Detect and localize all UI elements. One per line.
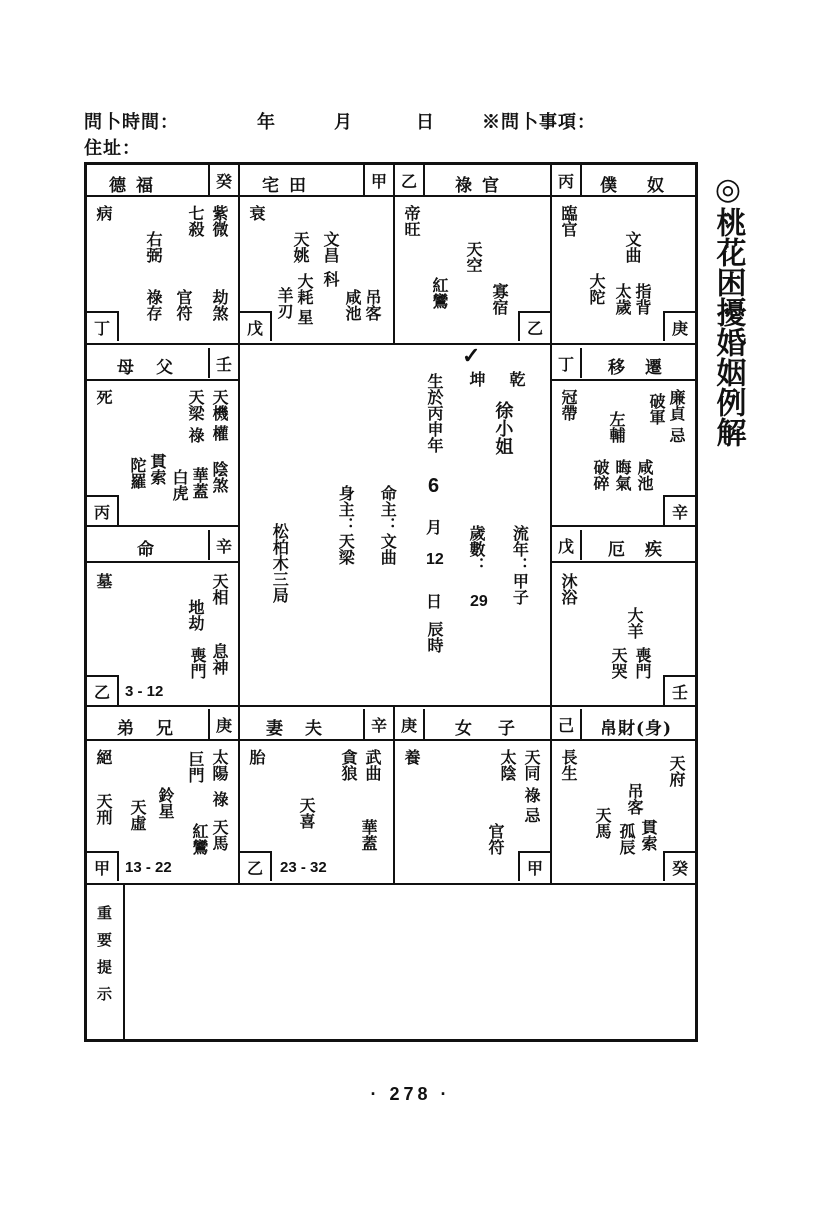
life-stage: 絕	[94, 749, 113, 765]
palace-punu	[552, 165, 695, 345]
minor-star: 天馬	[210, 819, 229, 851]
minor-star: 陀羅	[128, 457, 147, 489]
minor-star: 貫索	[148, 453, 167, 485]
decade-range: 23 - 32	[280, 859, 327, 876]
minor-star: 紅鸞	[190, 823, 209, 855]
shen-zhu: 身主：天梁	[336, 485, 356, 565]
palace-fuqi	[240, 707, 395, 885]
ask-time-label: 問卜時間：	[84, 112, 179, 133]
minor-star: 大耗	[295, 273, 314, 305]
main-star-2: 紫微	[210, 205, 229, 237]
minor-star: 白虎	[170, 469, 189, 501]
main-star-1: 天空	[464, 241, 483, 273]
main-star-1: 廉貞	[667, 389, 686, 421]
palace-xiongdi	[87, 707, 240, 885]
age-value: 29	[470, 593, 488, 610]
palace-zinu	[395, 707, 552, 885]
stem-top: 辛	[208, 530, 238, 560]
main-star-1: 武曲	[363, 749, 382, 781]
palace-name: 女子	[455, 719, 541, 739]
check-mark: ✓	[462, 343, 481, 369]
minor-star: 科	[321, 271, 340, 287]
life-stage: 墓	[94, 573, 113, 589]
minor-star: 指背	[633, 283, 652, 315]
life-stage: 死	[94, 389, 113, 405]
main-star-2: 天梁	[186, 389, 205, 421]
stem-top: 丙	[552, 165, 582, 195]
minor-star: 咸池	[343, 289, 362, 321]
year-label: 年	[257, 112, 276, 133]
main-star-1: 天同	[522, 749, 541, 781]
birth-year: 生於丙申年	[425, 373, 444, 453]
age-label: 歲數：	[467, 525, 486, 573]
stem-top: 庚	[395, 709, 425, 739]
palace-name: 母父	[117, 358, 195, 378]
minor-star: 孤辰	[617, 823, 636, 855]
stem-bottom: 庚	[663, 311, 695, 341]
page-number: · 278 ·	[370, 1084, 451, 1104]
minor-star: 天虛	[128, 799, 147, 831]
life-stage: 冠帶	[559, 389, 578, 421]
gender: 坤	[467, 371, 486, 387]
notes-label: 重要提示	[95, 905, 113, 1013]
minor-star: 大陀	[587, 273, 606, 305]
stem-bottom: 辛	[663, 495, 695, 525]
stem-bottom: 乙	[518, 311, 550, 341]
palace-jie	[552, 527, 695, 707]
stem-top: 戊	[552, 530, 582, 560]
minor-star: 羊刃	[275, 287, 294, 319]
palace-name: 德福	[109, 176, 163, 196]
palace-name: 命	[137, 540, 164, 560]
stem-bottom: 壬	[663, 675, 695, 705]
palace-name: 妻夫	[266, 719, 344, 739]
minor-star: 晦氣	[613, 459, 632, 491]
palace-luguan	[395, 165, 552, 345]
birth-month: 6	[428, 475, 440, 497]
liunian: 流年：甲子	[510, 525, 530, 605]
client-name: 徐小姐	[492, 401, 514, 455]
palace-fude	[87, 165, 240, 345]
day-char: 日	[426, 592, 443, 611]
stem-top: 甲	[363, 165, 393, 195]
stem-bottom: 甲	[518, 851, 550, 881]
day-label: 日	[416, 112, 435, 133]
stem-bottom: 甲	[87, 851, 119, 881]
minor-star: 吊客	[363, 289, 382, 321]
ming-zhu: 命主：文曲	[378, 485, 398, 565]
main-star-1: 七殺	[186, 205, 205, 237]
palace-name: 帛財(身)	[600, 719, 673, 739]
minor-star: 喪門	[633, 647, 652, 679]
life-stage: 沐浴	[559, 573, 578, 605]
main-star-2: 貪狼	[339, 749, 358, 781]
palace-mufu	[87, 345, 240, 527]
qian: 乾	[507, 371, 526, 387]
minor-star: 華蓋	[190, 467, 209, 499]
minor-star: 喪門	[188, 647, 207, 679]
palace-name: 弟兄	[117, 719, 195, 739]
decade-range: 13 - 22	[125, 859, 172, 876]
main-star-1: 太陽	[210, 749, 229, 781]
address-label: 住址：	[84, 138, 141, 159]
stem-top: 乙	[395, 165, 425, 195]
notes-field[interactable]	[125, 885, 695, 1039]
life-stage: 病	[94, 205, 113, 221]
palace-zhaitian	[240, 165, 395, 345]
minor-star: 官符	[486, 823, 505, 855]
minor-star: 天刑	[94, 793, 113, 825]
main-star-2: 破軍	[647, 393, 666, 425]
life-stage: 養	[402, 749, 421, 765]
main-star-1: 天機	[210, 389, 229, 421]
stem-top: 己	[552, 709, 582, 739]
main-star-2: 天姚	[291, 231, 310, 263]
transform-lu: 祿	[210, 791, 229, 807]
minor-star: 左輔	[607, 411, 626, 443]
minor-star: 息神	[210, 643, 229, 675]
palace-name: 祿官	[455, 176, 509, 196]
minor-star: 吊客	[625, 783, 644, 815]
main-star-2: 巨門	[186, 751, 205, 783]
minor-star: 祿存	[144, 289, 163, 321]
transform-ji: 忌	[667, 427, 686, 443]
palace-qianyi	[552, 345, 695, 527]
birth-hour: 辰時	[425, 621, 444, 653]
birth-day: 12	[426, 551, 444, 568]
stem-top: 癸	[208, 165, 238, 195]
stem-top: 丁	[552, 348, 582, 378]
minor-star: 右弼	[144, 231, 163, 263]
life-stage: 臨官	[559, 205, 578, 237]
minor-star: 天哭	[609, 647, 628, 679]
minor-star: 天喜	[297, 797, 316, 829]
life-stage: 長生	[559, 749, 578, 781]
minor-star: 陰煞	[210, 461, 229, 493]
palace-name: 宅田	[262, 176, 316, 196]
life-stage: 胎	[247, 749, 266, 765]
stem-top: 壬	[208, 348, 238, 378]
palace-ming	[87, 527, 240, 707]
stem-top: 辛	[363, 709, 393, 739]
astrology-chart	[84, 162, 698, 1042]
minor-star: 官符	[174, 289, 193, 321]
month-label: 月	[334, 112, 353, 133]
minor-star: 鈴星	[156, 787, 175, 819]
ask-matter-label: ※問卜事項：	[482, 112, 596, 133]
transform-quan: 權	[210, 425, 229, 441]
minor-star: 破碎	[591, 459, 610, 491]
minor-star: 貫索	[639, 819, 658, 851]
main-star-1: 文昌	[321, 231, 340, 263]
palace-name: 僕奴	[600, 176, 694, 196]
transform-lu: 祿	[522, 787, 541, 803]
main-star-1: 文曲	[623, 231, 642, 263]
minor-star: 華蓋	[359, 819, 378, 851]
main-star-1: 天府	[667, 755, 686, 787]
decade-range: 3 - 12	[125, 683, 164, 700]
main-star-1: 天相	[210, 573, 229, 605]
life-stage: 衰	[247, 205, 266, 221]
minor-star: 紅鸞	[430, 277, 449, 309]
stem-bottom: 乙	[87, 675, 119, 705]
side-title: ◎桃花困擾婚姻例解	[710, 172, 746, 447]
month-char: 月	[426, 518, 443, 537]
transform-ji: 忌	[522, 807, 541, 823]
main-star-1: 大羊	[625, 607, 644, 639]
transform-lu: 祿	[186, 427, 205, 443]
minor-star: 天馬	[593, 807, 612, 839]
stem-bottom: 戊	[240, 311, 272, 341]
bureau: 松柏木三局	[270, 523, 290, 603]
stem-bottom: 丁	[87, 311, 119, 341]
notes-section	[87, 885, 695, 1039]
stem-bottom: 乙	[240, 851, 272, 881]
stem-bottom: 丙	[87, 495, 119, 525]
stem-bottom: 癸	[663, 851, 695, 881]
minor-star: 地劫	[186, 599, 205, 631]
chart-center	[240, 345, 552, 707]
minor-star: 劫煞	[210, 289, 229, 321]
minor-star: 太歲	[613, 283, 632, 315]
stem-top: 庚	[208, 709, 238, 739]
minor-star: 咸池	[635, 459, 654, 491]
minor-star: 寡宿	[490, 283, 509, 315]
palace-caibo	[552, 707, 695, 885]
life-stage: 帝旺	[402, 205, 421, 237]
main-star-2: 太陰	[498, 749, 517, 781]
minor-star: 星	[295, 309, 314, 325]
palace-name: 移遷	[608, 358, 682, 378]
palace-name: 厄疾	[608, 540, 682, 560]
